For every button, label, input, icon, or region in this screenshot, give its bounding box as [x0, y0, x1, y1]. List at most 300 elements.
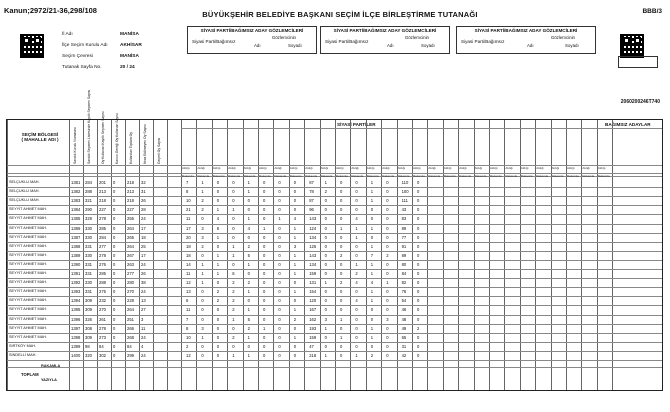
- table-cell: 288: [99, 280, 106, 286]
- row-neighborhood: SEYYİT AHMET MAH.: [9, 325, 48, 330]
- grid-line: [366, 120, 367, 390]
- grid-line: [458, 120, 459, 390]
- table-cell: 11: [141, 325, 146, 331]
- table-cell: 1388: [71, 243, 81, 249]
- vote-cell: 76: [401, 289, 407, 295]
- vote-cell: 0: [263, 307, 266, 313]
- vote-cell: 0: [232, 343, 235, 349]
- vote-cell: 1: [293, 307, 297, 313]
- meta-label: İl Adı: [62, 32, 73, 37]
- grid-line: [212, 120, 213, 390]
- table-cell: 280: [127, 280, 134, 286]
- vote-cell: 2: [232, 289, 235, 295]
- table-cell: 84: [127, 343, 132, 349]
- table-cell: 0: [113, 180, 116, 185]
- vote-cell: 100: [401, 189, 409, 195]
- table-cell: 98: [85, 343, 90, 349]
- table-cell: 0: [113, 280, 116, 286]
- table-cell: 27: [141, 307, 146, 313]
- vote-cell: 0: [232, 261, 235, 267]
- table-cell: 213: [99, 189, 106, 195]
- table-cell: 0: [113, 289, 116, 295]
- table-cell: 213: [127, 189, 134, 195]
- observer-box-title: SİYASİ PARTİ/BAĞIMSIZ ADAY GÖZLEMCİLERİ: [200, 28, 304, 33]
- neighborhood-header: SEÇİM BÖLGESİ ( MAHALLE ADI ): [21, 132, 59, 142]
- vote-cell: 0: [278, 207, 281, 213]
- table-cell: 321: [85, 198, 92, 204]
- vote-cell: 1: [232, 243, 235, 249]
- vote-cell: 0: [417, 243, 420, 249]
- vote-cell: 0: [201, 352, 204, 358]
- table-cell: 1389: [71, 252, 81, 258]
- vote-cell: 2: [386, 252, 389, 258]
- vote-cell: 0: [386, 216, 389, 222]
- vote-cell: 82: [401, 280, 407, 286]
- count-subheader: Rakamla: [443, 173, 456, 178]
- grid-line: [196, 120, 197, 390]
- words-label: YAZIYLA: [41, 378, 57, 382]
- grid-line: [153, 120, 154, 390]
- observer-box-2: [320, 26, 450, 54]
- vote-cell: 1: [324, 352, 327, 358]
- vote-cell: 0: [355, 207, 358, 213]
- table-cell: 331: [85, 261, 92, 267]
- grid-line: [181, 120, 182, 390]
- count-subheader: Rakamla: [413, 173, 425, 178]
- vote-cell: 0: [386, 189, 389, 195]
- vote-subheader: Aldığı: [289, 166, 298, 170]
- vote-cell: 0: [278, 189, 281, 195]
- vote-cell: 1: [263, 325, 266, 331]
- table-cell: 32: [141, 180, 146, 185]
- vote-cell: 0: [201, 343, 204, 349]
- table-cell: 3: [141, 316, 144, 322]
- document-title: BÜYÜKŞEHİR BELEDİYE BAŞKANI SEÇİM İLÇE BİRLEŞTİRME TUTANAĞI: [202, 10, 478, 19]
- vote-cell: 87: [309, 180, 314, 185]
- vote-cell: 1: [201, 189, 204, 195]
- grid-line: [566, 120, 567, 390]
- row-neighborhood: SEYYİT AHMET MAH.: [9, 261, 48, 266]
- vote-cell: 0: [201, 316, 204, 322]
- vote-cell: 0: [386, 334, 389, 340]
- grid-line: [7, 214, 662, 215]
- row-neighborhood: SEYYİT AHMET MAH.: [9, 307, 48, 312]
- table-cell: 1387: [71, 234, 81, 240]
- vote-cell: 0: [324, 216, 327, 222]
- table-cell: 255: [127, 216, 134, 222]
- vote-cell: 2: [340, 252, 343, 258]
- table-cell: 290: [85, 207, 92, 213]
- vote-cell: 1: [370, 271, 374, 276]
- vote-cell: 1: [247, 352, 250, 358]
- vote-cell: 0: [324, 225, 327, 231]
- table-cell: 273: [99, 334, 106, 340]
- table-cell: 1399: [71, 343, 81, 349]
- vote-cell: 1: [293, 234, 297, 240]
- vote-cell: 0: [386, 234, 389, 240]
- vote-cell: 18: [186, 243, 191, 249]
- grid-line: [111, 120, 112, 390]
- vote-cell: 0: [293, 189, 297, 195]
- vote-cell: 1: [324, 180, 327, 185]
- grid-line: [320, 120, 321, 390]
- vote-cell: 1: [247, 189, 250, 195]
- vote-cell: 0: [417, 207, 420, 213]
- column-header: Oy Kullanan Kayıtlı Seçmen Sayısı: [101, 111, 105, 164]
- vote-cell: 0: [278, 325, 281, 331]
- grid-line: [504, 120, 505, 390]
- grid-line: [612, 120, 613, 390]
- vote-cell: 0: [216, 334, 220, 340]
- vote-cell: 0: [370, 216, 374, 222]
- table-cell: 284: [99, 234, 106, 240]
- vote-cell: 3: [324, 316, 327, 322]
- vote-cell: 111: [401, 198, 408, 204]
- grid-line: [7, 205, 662, 206]
- vote-cell: 0: [278, 280, 281, 286]
- grid-line: [97, 120, 98, 390]
- vote-cell: 8: [186, 325, 189, 331]
- vote-cell: 0: [386, 180, 389, 185]
- vote-cell: 0: [263, 343, 266, 349]
- vote-cell: 0: [278, 307, 281, 313]
- grid-line: [304, 120, 305, 390]
- observer-box-title: SİYASİ PARTİ/BAĞIMSIZ ADAY GÖZLEMCİLERİ: [474, 28, 578, 33]
- vertical-stamp-strip: [618, 56, 658, 68]
- row-neighborhood: SIRTKÖY MAH.: [9, 343, 37, 348]
- vote-cell: 42: [401, 352, 407, 358]
- column-header: İtiraz Edilmeyen Oy Sayısı: [143, 124, 147, 164]
- vote-cell: 31: [401, 343, 407, 349]
- grid-line: [7, 120, 8, 390]
- observer-party-label: Siyasi Parti/Bağımsız: [325, 39, 369, 44]
- vote-cell: 18: [186, 252, 191, 258]
- table-cell: 330: [85, 252, 92, 258]
- vote-cell: 1: [370, 334, 374, 340]
- vote-subheader: Aldığı: [428, 166, 437, 170]
- vote-cell: 2: [370, 352, 374, 358]
- vote-cell: 0: [340, 216, 343, 222]
- barcode-number: 2060200246T740: [620, 99, 660, 105]
- vote-cell: 4: [293, 216, 297, 222]
- vote-cell: 2: [232, 334, 235, 340]
- table-cell: 330: [85, 234, 92, 240]
- vote-cell: 11: [186, 307, 191, 313]
- vote-cell: 4: [247, 225, 250, 231]
- row-neighborhood: SEYYİT AHMET MAH.: [9, 280, 48, 285]
- table-cell: 25: [141, 243, 146, 249]
- vote-subheader: Aldığı: [274, 166, 283, 170]
- vote-cell: 0: [263, 334, 266, 340]
- vote-cell: 0: [263, 352, 266, 358]
- observer-box-3: [456, 26, 596, 54]
- vote-cell: 0: [417, 271, 420, 276]
- vote-cell: 48: [401, 316, 407, 322]
- vote-cell: 0: [216, 325, 220, 331]
- vote-cell: 120: [309, 298, 317, 304]
- table-cell: 0: [113, 298, 116, 304]
- vote-cell: 0: [355, 252, 358, 258]
- vote-cell: 0: [278, 261, 281, 267]
- vote-cell: 3: [293, 243, 297, 249]
- count-subheader: Rakamla: [228, 173, 241, 178]
- vote-cell: 0: [386, 261, 389, 267]
- grid-line: [381, 120, 382, 390]
- vote-cell: 0: [247, 234, 250, 240]
- vote-subheader: Aldığı: [536, 166, 544, 170]
- vote-cell: 0: [278, 180, 281, 185]
- vote-cell: 0: [278, 316, 281, 322]
- vote-cell: 0: [278, 352, 281, 358]
- vote-subheader: Aldığı: [305, 166, 313, 170]
- grid-line: [7, 305, 662, 306]
- vote-cell: 2: [186, 343, 189, 349]
- vote-cell: 84: [401, 271, 407, 276]
- table-cell: 218: [127, 180, 134, 185]
- vote-cell: 0: [232, 234, 235, 240]
- vote-cell: 1: [247, 334, 250, 340]
- vote-cell: 0: [293, 298, 297, 304]
- vote-cell: 0: [324, 261, 327, 267]
- row-neighborhood: SELÇUKLU MAH.: [9, 198, 40, 203]
- count-subheader: Rakamla: [366, 173, 379, 178]
- vote-cell: 0: [340, 189, 343, 195]
- grid-line: [69, 120, 70, 390]
- table-cell: 13: [141, 298, 146, 304]
- vote-cell: 1: [370, 298, 374, 304]
- vote-subheader: Aldığı: [397, 166, 406, 170]
- grid-line: [474, 120, 475, 390]
- count-subheader: Rakamla: [428, 173, 441, 178]
- vote-cell: 12: [186, 280, 191, 286]
- vote-cell: 0: [247, 198, 250, 204]
- grid-line: [335, 120, 336, 390]
- table-cell: 31: [141, 189, 146, 195]
- vote-cell: 2: [201, 207, 204, 213]
- vote-cell: 0: [370, 343, 374, 349]
- table-cell: 268: [127, 334, 134, 340]
- table-cell: 266: [127, 325, 134, 331]
- table-cell: 1381: [71, 180, 81, 185]
- grid-line: [443, 120, 444, 390]
- vote-cell: 1: [216, 261, 220, 267]
- vote-cell: 0: [355, 289, 358, 295]
- vote-cell: 0: [216, 198, 220, 204]
- grid-line: [7, 260, 662, 261]
- vote-cell: 1: [263, 225, 266, 231]
- vote-cell: 0: [216, 343, 220, 349]
- vote-cell: 3: [201, 234, 204, 240]
- table-cell: 0: [113, 261, 116, 267]
- vote-cell: 96: [309, 207, 314, 213]
- grid-line: [412, 120, 413, 390]
- table-cell: 17: [141, 252, 146, 258]
- vote-cell: 0: [370, 316, 374, 322]
- table-cell: 284: [85, 180, 92, 185]
- row-neighborhood: SEYYİT AHMET MAH.: [9, 252, 48, 257]
- vote-cell: 1: [232, 207, 235, 213]
- meta-value: AKHİSAR: [120, 43, 142, 48]
- observer-surname-label: Soyadı: [288, 43, 302, 48]
- meta-value: MANİSA: [120, 32, 139, 37]
- vote-cell: 0: [340, 298, 343, 304]
- row-neighborhood: SINDELLİ MAH.: [9, 352, 37, 357]
- table-cell: 1395: [71, 307, 81, 313]
- vote-cell: 1: [232, 252, 235, 258]
- vote-cell: 87: [309, 198, 314, 204]
- row-neighborhood: SEYYİT AHMET MAH.: [9, 225, 48, 230]
- vote-cell: 0: [386, 352, 389, 358]
- vote-cell: 0: [417, 252, 420, 258]
- vote-cell: 0: [216, 307, 220, 313]
- vote-cell: 43: [401, 207, 407, 213]
- vote-cell: 0: [278, 334, 281, 340]
- table-cell: 24: [141, 334, 146, 340]
- vote-cell: 1: [370, 289, 374, 295]
- table-cell: 329: [85, 216, 92, 222]
- vote-cell: 2: [293, 316, 297, 322]
- table-cell: 1385: [71, 216, 81, 222]
- table-cell: 0: [113, 334, 116, 340]
- grid-line: [7, 324, 662, 325]
- grid-line: [7, 333, 662, 334]
- table-cell: 302: [99, 352, 106, 358]
- vote-cell: 0: [324, 298, 327, 304]
- vote-cell: 6: [232, 271, 235, 276]
- vote-cell: 0: [340, 289, 343, 295]
- vote-subheader: Aldığı: [551, 166, 560, 170]
- table-cell: 0: [113, 189, 116, 195]
- vote-cell: 0: [417, 234, 420, 240]
- law-reference: Kanun;2972/21-36,298/108: [4, 6, 97, 15]
- vote-cell: 0: [417, 225, 420, 231]
- vote-cell: 7: [186, 180, 189, 185]
- table-cell: 227: [127, 207, 134, 213]
- table-cell: 309: [85, 334, 92, 340]
- table-cell: 1396: [71, 316, 81, 322]
- row-neighborhood: SEYYİT AHMET MAH.: [9, 316, 48, 321]
- vote-cell: 77: [401, 234, 407, 240]
- vote-cell: 0: [263, 180, 266, 185]
- vote-cell: 49: [401, 325, 407, 331]
- vote-cell: 0: [293, 343, 297, 349]
- table-cell: 320: [85, 352, 92, 358]
- vote-cell: 0: [201, 216, 204, 222]
- vote-cell: 0: [278, 252, 281, 258]
- observer-label: Gözlemcinin: [404, 35, 429, 40]
- parties-header: SİYASİ PARTİLER: [337, 122, 376, 127]
- vote-cell: 13: [186, 289, 191, 295]
- row-neighborhood: SEYYİT AHMET MAH.: [9, 298, 48, 303]
- grid-line: [273, 120, 274, 390]
- vote-subheader: Aldığı: [459, 166, 467, 170]
- count-subheader: Rakamla: [182, 173, 194, 178]
- vote-cell: 10: [186, 198, 191, 204]
- table-cell: 0: [113, 325, 116, 331]
- vote-cell: 0: [355, 243, 358, 249]
- table-cell: 0: [113, 243, 116, 249]
- table-cell: 0: [113, 216, 116, 222]
- vote-cell: 17: [186, 225, 191, 231]
- meta-value: 20 / 24: [120, 65, 135, 70]
- vote-cell: 47: [309, 343, 314, 349]
- grid-line: [7, 278, 662, 279]
- observer-surname-label: Soyadı: [421, 43, 435, 48]
- vote-cell: 1: [293, 261, 297, 267]
- vote-cell: 0: [324, 252, 327, 258]
- vote-cell: 1: [324, 280, 327, 286]
- vote-subheader: Aldığı: [582, 166, 591, 170]
- vote-cell: 1: [370, 325, 374, 331]
- vote-cell: 1: [247, 180, 250, 185]
- vote-cell: 0: [340, 271, 343, 276]
- count-subheader: Rakamla: [536, 173, 549, 178]
- vote-cell: 0: [263, 289, 266, 295]
- table-cell: 278: [99, 216, 106, 222]
- vote-cell: 4: [355, 298, 358, 304]
- vote-subheader: Aldığı: [366, 166, 375, 170]
- vote-cell: 0: [263, 316, 266, 322]
- count-subheader: Rakamla: [274, 173, 287, 178]
- vote-cell: 0: [417, 307, 420, 313]
- vote-cell: 0: [417, 298, 420, 304]
- vote-cell: 0: [201, 252, 204, 258]
- vote-cell: 0: [247, 271, 250, 276]
- vote-cell: 2: [216, 289, 220, 295]
- table-cell: 0: [113, 271, 116, 276]
- vote-cell: 0: [355, 189, 358, 195]
- row-neighborhood: SEYYİT AHMET MAH.: [9, 243, 48, 248]
- grid-line: [7, 342, 662, 343]
- vote-cell: 2: [324, 189, 327, 195]
- vote-cell: 0: [201, 298, 204, 304]
- vote-cell: 54: [401, 298, 407, 304]
- table-cell: 18: [141, 234, 146, 240]
- vote-cell: 1: [278, 216, 281, 222]
- vote-cell: 0: [263, 298, 266, 304]
- table-cell: 38: [141, 280, 146, 286]
- meta-block: [62, 32, 152, 82]
- vote-subheader: Aldığı: [567, 166, 575, 170]
- count-subheader: Rakamla: [289, 173, 302, 178]
- vote-cell: 0: [386, 298, 389, 304]
- table-cell: 28: [141, 207, 146, 213]
- vote-cell: 0: [324, 271, 327, 276]
- vote-cell: 0: [324, 343, 327, 349]
- qr-code-right-icon: [620, 34, 644, 58]
- vote-cell: 0: [278, 225, 281, 231]
- vote-cell: 1: [293, 225, 297, 231]
- count-subheader: Rakamla: [336, 173, 348, 178]
- total-label: TOPLAM: [21, 372, 39, 377]
- grid-line: [7, 224, 662, 225]
- row-neighborhood: SEYYİT AHMET MAH.: [9, 234, 48, 239]
- grid-line: [181, 128, 662, 129]
- vote-cell: 1: [370, 261, 374, 267]
- vote-cell: 134: [309, 261, 317, 267]
- meta-label: Seçim Çevresi: [62, 54, 93, 59]
- observer-label: Gözlemcinin: [550, 35, 575, 40]
- table-cell: 228: [127, 298, 134, 304]
- count-subheader: Rakamla: [567, 173, 579, 178]
- grid-line: [535, 120, 536, 390]
- vote-cell: 0: [293, 352, 297, 358]
- vote-cell: 0: [293, 325, 297, 331]
- vote-cell: 0: [324, 234, 327, 240]
- vote-cell: 0: [232, 180, 235, 185]
- grid-line: [7, 269, 662, 270]
- table-cell: 276: [99, 261, 106, 267]
